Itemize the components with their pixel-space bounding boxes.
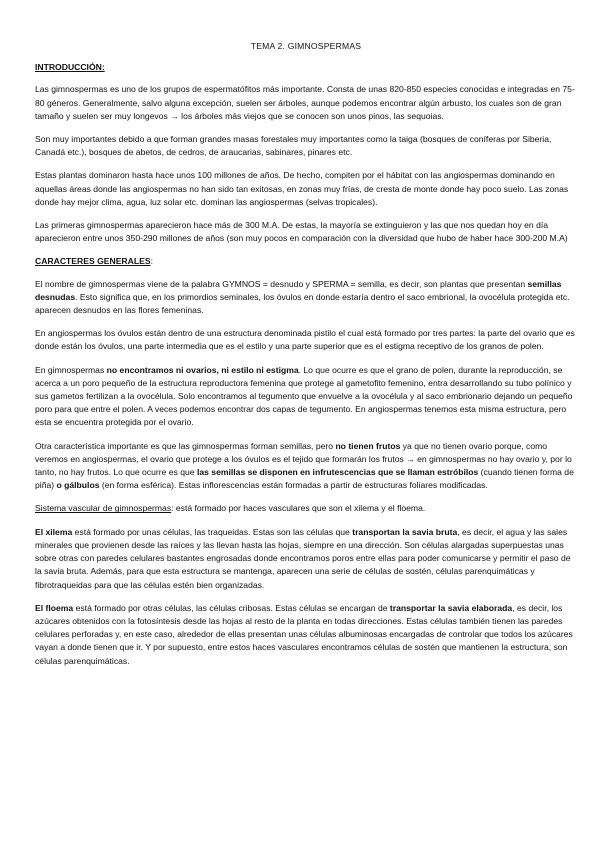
text-run: (cuando tienen forma de piña) bbox=[35, 467, 574, 491]
xylem-paragraph bbox=[35, 526, 577, 592]
bold-run: las semillas se disponen en infrutescencias que se llaman estróbilos bbox=[196, 467, 479, 478]
general-paragraph-3 bbox=[35, 364, 577, 430]
general-heading bbox=[35, 255, 577, 268]
bold-run: El xilema bbox=[35, 526, 73, 537]
document-title: TEMA 2. GIMNOSPERMAS bbox=[250, 41, 362, 51]
text-run: . Lo que ocurre es que el grano de polen, durante la reproducción, se acerca a un poro pequeño de la estructura reproductora femenina que protege al gametofito femenino, entra desarrollando su tubo polínico y sus gametos fertilizan a la ovocélula. Solo encontramos al tegumento que envuelve a la ovocélula y al saco embrionario dejando un pequeño poro para que entre el polen. A veces podemos encontrar dos capas de tegumento. En angiospermas tenemos esta misma estructura, pero esta se encuentra protegida por el ovario. bbox=[35, 364, 573, 428]
bold-run: transportan la savia bruta bbox=[352, 526, 458, 537]
bold-run: no encontramos ni ovarios, ni estilo ni estigma bbox=[106, 364, 299, 375]
bold-run: no tienen frutos bbox=[335, 440, 401, 451]
text-run: Otra característica importante es que las gimnospermas forman semillas, pero bbox=[35, 440, 336, 451]
intro-paragraph-3: Estas plantas dominaron hasta hace unos 100 millones de años. De hecho, compiten por el hábitat con las angiospermas dominando en aquellas áreas donde las angiospermas no han sido tan exitosas, en zonas muy frías, de cresta de monte donde hay poco suelo. Las zonas donde hay mejor clima, agua, luz solar etc. dominan las angiospermas (selvas tropicales). bbox=[35, 170, 569, 207]
intro-paragraph-1: Las gimnospermas es uno de los grupos de espermatófitos más importante. Consta de unas 820-850 especies conocidas e integradas en 75-80 géneros. Generalmente, salvo alguna excepción, suelen ser árboles, aunque podemos encontrar algún arbusto, los cuales son de gran tamaño y suelen ser muy longevos → los árboles más viejos que se conocen son unos pinos, las sequoias. bbox=[35, 84, 575, 121]
vascular-system-heading: Sistema vascular de gimnospermas bbox=[35, 503, 172, 514]
bold-run: transportar la savia elaborada bbox=[389, 602, 513, 613]
bold-run: El floema bbox=[35, 602, 74, 613]
text-run: . Esto significa que, en los primordios seminales, los óvulos en donde estaría dentro el saco embrional, la ovocélula protegida etc. aparecen desnudos en las flores femeninas. bbox=[35, 291, 570, 316]
phloem-paragraph bbox=[35, 602, 577, 668]
intro-paragraph-4: Las primeras gimnospermas aparecieron hace más de 300 M.A. De estas, la mayoría se extinguieron y las que nos quedan hoy en día aparecieron entre unos 350-290 millones de años (son muy pocos en comparación con la diversidad que hubo de haber hace 300-200 M.A) bbox=[35, 220, 568, 244]
bold-run: o gálbulos bbox=[56, 480, 100, 491]
text-run: , es decir, los azúcares obtenidos con la fotosíntesis desde las hojas al resto de la planta en todas direcciones. Estas células también tienen las paredes celulares perforadas y, en este caso, alrededor de ellas presentan unas células albuminosas encargadas de controlar que todos los azúcares vayan a donde tienen que ir. Y por supuesto, entre estos haces vasculares encontramos células de sostén que mantienen la estructura, son células parenquimáticas. bbox=[35, 602, 573, 666]
general-paragraph-4 bbox=[35, 440, 577, 493]
vascular-system-paragraph bbox=[35, 502, 577, 515]
general-heading-text: CARACTERES GENERALES bbox=[35, 256, 151, 267]
text-run: está formado por otras células, las células cribosas. Estas células se encargan de bbox=[73, 602, 390, 613]
general-heading-colon: : bbox=[150, 256, 153, 267]
intro-paragraph-2: Son muy importantes debido a que forman grandes masas forestales muy importantes como la taiga (bosques de coníferas por Siberia, Canadá etc.), bosques de abetos, de cedros, de araucarias, sabinares, pinares etc. bbox=[35, 134, 552, 158]
text-run: está formado por unas células, las traqueidas. Estas son las células que bbox=[72, 526, 353, 537]
general-paragraph-2: En angiospermas los óvulos están dentro de una estructura denominada pistilo el cual está formado por tres partes: la parte del ovario que es donde están los óvulos, una parte intermedia que es el estilo y una parte superior que es el estigma receptivo de los granos de polen. bbox=[35, 328, 575, 352]
text-run: (en forma esférica). Estas inflorescencias están formadas a partir de estructuras foliares modificadas. bbox=[99, 480, 488, 491]
bold-run: semillas desnudas bbox=[35, 278, 562, 302]
text-run: ya que no tienen ovario porque, como veremos en angiospermas, el ovario que protege a los óvulos es el tejido que formarán los frutos → en gimnospermas no hay ovario y, por lo tanto, no hay frutos. Lo que ocurre es que bbox=[35, 440, 572, 478]
intro-heading: INTRODUCCIÓN: bbox=[35, 62, 105, 73]
text-run: El nombre de gimnospermas viene de la palabra GYMNOS = desnudo y SPERMA = semilla, es decir, son plantas que presentan bbox=[35, 278, 528, 289]
text-run: : está formado por haces vasculares que son el xilema y el floema. bbox=[171, 503, 426, 514]
text-run: , es decir, el agua y las sales minerales que provienen desde las raíces y las llevan hasta las hojas, siempre en una dirección. Son células alargadas superpuestas unas sobre otras con paredes celulares bastantes engrosadas donde encontramos poros entre ellas para poder comunicarse y permitir el paso de la savia bruta. Además, para que esta estructura se mantenga, aparecen una serie de células de sostén, células parenquimáticas y fibrotraqueidas para que las células estén bien organizadas. bbox=[35, 526, 571, 590]
text-run: En gimnospermas bbox=[35, 364, 107, 375]
general-paragraph-1 bbox=[35, 278, 577, 318]
